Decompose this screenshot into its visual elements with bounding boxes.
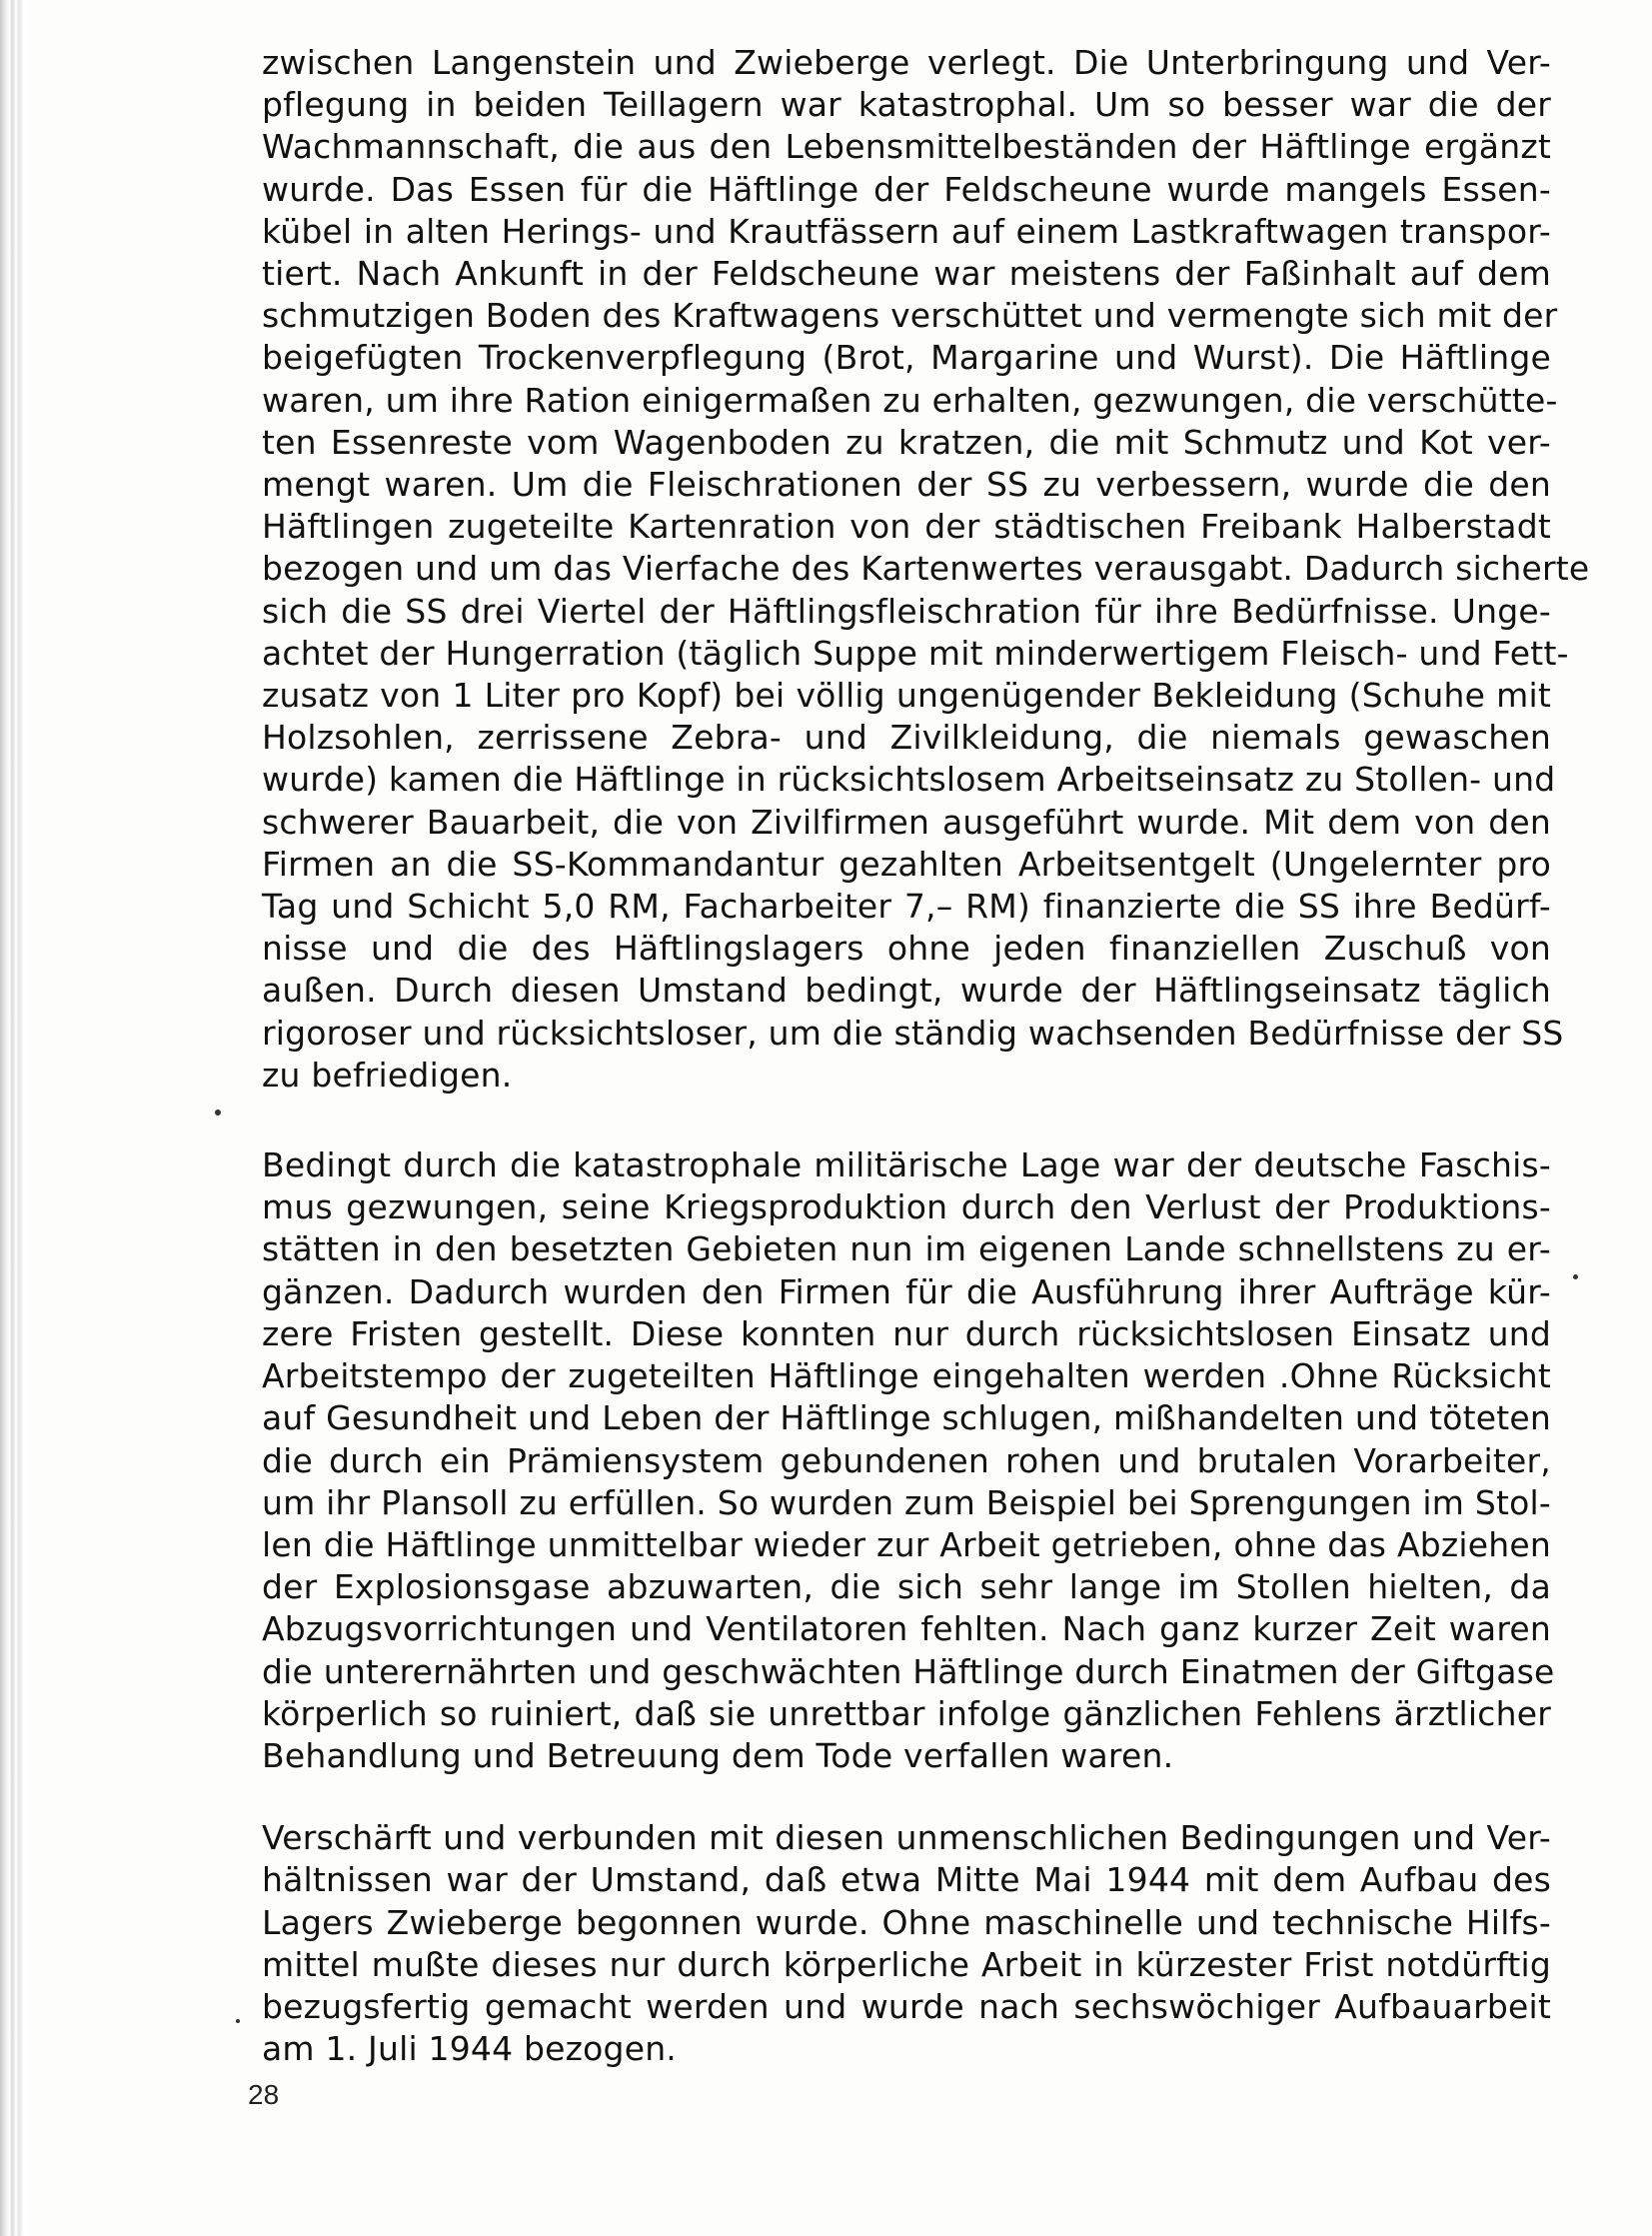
text-line: hältnissen war der Umstand, daß etwa Mitte Mai 1944 mit dem Aufbau des bbox=[262, 1860, 1551, 1900]
text-line: mus gezwungen, seine Kriegsproduktion durch den Verlust der Produktions- bbox=[262, 1187, 1551, 1227]
scan-speck bbox=[1573, 1274, 1578, 1279]
text-line: am 1. Juli 1944 bezogen. bbox=[262, 2029, 677, 2069]
scan-speck bbox=[236, 2019, 240, 2023]
text-line: nisse und die des Häftlingslagers ohne jeden finanziellen Zuschuß von bbox=[262, 929, 1551, 969]
page-number: 28 bbox=[248, 2079, 280, 2110]
text-line: zwischen Langenstein und Zwieberge verlegt. Die Unterbringung und Ver- bbox=[262, 43, 1551, 82]
text-line: schwerer Bauarbeit, die von Zivilfirmen ausgeführt wurde. Mit dem von den bbox=[262, 802, 1551, 842]
paragraph-3 bbox=[262, 1817, 1551, 2070]
text-line: körperlich so ruiniert, daß sie unrettbar infolge gänzlichen Fehlens ärztlicher bbox=[262, 1693, 1551, 1733]
text-line: bezugsfertig gemacht werden und wurde nach sechswöchiger Aufbauarbeit bbox=[262, 1986, 1551, 2026]
text-line: Bedingt durch die katastrophale militärische Lage war der deutsche Faschis- bbox=[262, 1145, 1551, 1185]
text-line: Häftlingen zugeteilte Kartenration von der städtischen Freibank Halberstadt bbox=[262, 507, 1551, 547]
text-line: Holzsohlen, zerrissene Zebra- und Zivilkleidung, die niemals gewaschen bbox=[262, 718, 1551, 758]
text-line: pflegung in beiden Teillagern war katastrophal. Um so besser war die der bbox=[262, 85, 1551, 125]
text-line: zusatz von 1 Liter pro Kopf) bei völlig ungenügender Bekleidung (Schuhe mit bbox=[262, 676, 1551, 716]
text-line: bezogen und um das Vierfache des Kartenwertes verausgabt. Dadurch sicherte bbox=[262, 549, 1590, 589]
paragraph-spacer bbox=[262, 1097, 1551, 1144]
text-line: um ihr Plansoll zu erfüllen. So wurden zum Beispiel bei Sprengungen im Stol- bbox=[262, 1482, 1551, 1522]
paragraph-1 bbox=[262, 42, 1590, 1097]
text-line: waren, um ihre Ration einigermaßen zu erhalten, gezwungen, die verschütte- bbox=[262, 380, 1558, 420]
text-line: die unterernährten und geschwächten Häftlinge durch Einatmen der Giftgase bbox=[262, 1651, 1555, 1691]
text-line: mengt waren. Um die Fleischrationen der SS zu verbessern, wurde die den bbox=[262, 465, 1551, 505]
text-line: Tag und Schicht 5,0 RM, Facharbeiter 7,– RM) finanzierte die SS ihre Bedürf- bbox=[262, 887, 1551, 927]
text-line: auf Gesundheit und Leben der Häftlinge schlugen, mißhandelten und töteten bbox=[262, 1398, 1551, 1438]
text-line: zu befriedigen. bbox=[262, 1055, 513, 1095]
text-line: tiert. Nach Ankunft in der Feldscheune war meistens der Faßinhalt auf dem bbox=[262, 254, 1551, 294]
text-line: wurde. Das Essen für die Häftlinge der Feldscheune wurde mangels Essen- bbox=[262, 169, 1551, 209]
text-line: rigoroser und rücksichtsloser, um die ständig wachsenden Bedürfnisse der SS bbox=[262, 1013, 1564, 1053]
text-line: kübel in alten Herings- und Krautfässern auf einem Lastkraftwagen transpor- bbox=[262, 211, 1551, 251]
text-line: Lagers Zwieberge begonnen wurde. Ohne maschinelle und technische Hilfs- bbox=[262, 1902, 1551, 1942]
text-line: Firmen an die SS-Kommandantur gezahlten Arbeitsentgelt (Ungelernter pro bbox=[262, 844, 1551, 884]
body-text bbox=[262, 42, 1590, 2070]
text-line: len die Häftlinge unmittelbar wieder zur Arbeit getrieben, ohne das Abziehen bbox=[262, 1524, 1551, 1564]
text-line: Abzugsvorrichtungen und Ventilatoren fehlten. Nach ganz kurzer Zeit waren bbox=[262, 1609, 1551, 1649]
text-line: schmutzigen Boden des Kraftwagens verschüttet und vermengte sich mit der bbox=[262, 296, 1558, 336]
text-line: mittel mußte dieses nur durch körperliche Arbeit in kürzester Frist notdürftig bbox=[262, 1944, 1551, 1984]
text-line: Arbeitstempo der zugeteilten Häftlinge eingehalten werden .Ohne Rücksicht bbox=[262, 1356, 1551, 1396]
paragraph-2 bbox=[262, 1144, 1555, 1777]
text-line: Verschärft und verbunden mit diesen unmenschlichen Bedingungen und Ver- bbox=[262, 1818, 1551, 1858]
text-line: ten Essenreste vom Wagenboden zu kratzen, die mit Schmutz und Kot ver- bbox=[262, 422, 1551, 462]
binding-edge bbox=[0, 0, 28, 2236]
text-line: achtet der Hungerration (täglich Suppe mit minderwertigem Fleisch- und Fett- bbox=[262, 633, 1569, 673]
text-line: außen. Durch diesen Umstand bedingt, wurde der Häftlingseinsatz täglich bbox=[262, 971, 1551, 1011]
text-line: zere Fristen gestellt. Diese konnten nur durch rücksichtslosen Einsatz und bbox=[262, 1313, 1551, 1353]
scan-speck bbox=[215, 1110, 221, 1116]
paragraph-spacer bbox=[262, 1777, 1551, 1817]
text-line: der Explosionsgase abzuwarten, die sich sehr lange im Stollen hielten, da bbox=[262, 1567, 1551, 1607]
text-line: beigefügten Trockenverpflegung (Brot, Margarine und Wurst). Die Häftlinge bbox=[262, 338, 1551, 378]
text-line: sich die SS drei Viertel der Häftlingsfleischration für ihre Bedürfnisse. Unge- bbox=[262, 591, 1551, 631]
text-line: gänzen. Dadurch wurden den Firmen für die Ausführung ihrer Aufträge kür- bbox=[262, 1271, 1551, 1311]
text-line: Wachmannschaft, die aus den Lebensmittelbeständen der Häftlinge ergänzt bbox=[262, 127, 1551, 167]
text-line: wurde) kamen die Häftlinge in rücksichtslosem Arbeitseinsatz zu Stollen- und bbox=[262, 760, 1556, 800]
text-line: Behandlung und Betreuung dem Tode verfallen waren. bbox=[262, 1735, 1174, 1775]
text-line: stätten in den besetzten Gebieten nun im eigenen Lande schnellstens zu er- bbox=[262, 1229, 1551, 1269]
text-line: die durch ein Prämiensystem gebundenen rohen und brutalen Vorarbeiter, bbox=[262, 1440, 1551, 1480]
